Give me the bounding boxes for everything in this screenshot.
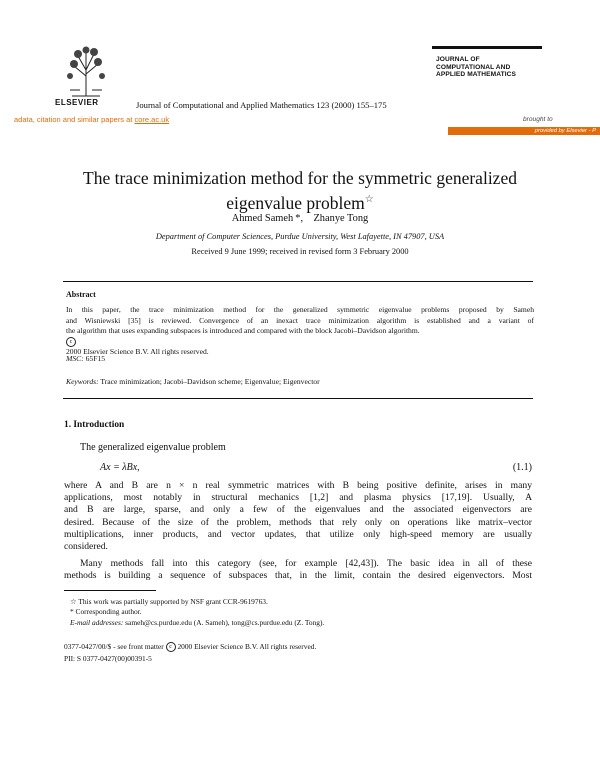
core-banner bbox=[0, 115, 600, 126]
journal-name-rule bbox=[432, 46, 542, 49]
elsevier-tree-logo bbox=[62, 46, 110, 98]
front-matter-line: 0377-0427/00/$ - see front matter c 2000 Elsevier Science B.V. All rights reserved. bbox=[64, 642, 317, 651]
intro-paragraph-1: where A and B are n × n real symmetric matrices with B being positive definite, arises in many applications, most notably in structural mechanics [1,2] and plasma physics [17,19]. Usually, A and B are large, sparse, and only a few of the eigenvalues and the associated eigenvectors are desired. Because of the size of the problem, methods that rely only on operations like matrix–vector multiplications, inner products, and vector updates, that utilize only high-speed memory are usually considered. bbox=[64, 480, 532, 553]
intro-lead: The generalized eigenvalue problem bbox=[80, 442, 226, 453]
footnote-email: E-mail addresses: sameh@cs.purdue.edu (A. Sameh), tong@cs.purdue.edu (Z. Tong). bbox=[70, 618, 325, 627]
keywords: Keywords: Trace minimization; Jacobi–Davidson scheme; Eigenvalue; Eigenvector bbox=[66, 377, 320, 386]
publisher-name: ELSEVIER bbox=[55, 98, 99, 107]
msc-classification: MSC: 65F15 bbox=[66, 354, 106, 363]
core-banner-text: adata, citation and similar papers at core.ac.uk bbox=[14, 115, 170, 124]
intro-paragraph-2: Many methods fall into this category (see, for example [42,43]). The basic idea in all of these methods is building a sequence of subspaces that, in the limit, contain the desired eigenvectors. Most bbox=[64, 558, 532, 582]
abstract-top-rule bbox=[63, 281, 533, 282]
footnote-rule bbox=[64, 590, 156, 591]
abstract-bottom-rule bbox=[63, 398, 533, 399]
pii-line: PII: S 0377-0427(00)00391-5 bbox=[64, 654, 152, 663]
journal-citation: Journal of Computational and Applied Mathematics 123 (2000) 155–175 bbox=[136, 100, 387, 110]
title-footnote-mark: ☆ bbox=[364, 194, 374, 205]
core-link[interactable]: core.ac.uk bbox=[134, 115, 170, 124]
footnote-corresponding: * Corresponding author. bbox=[70, 607, 142, 616]
section-heading-introduction: 1. Introduction bbox=[64, 420, 125, 430]
authors: Ahmed Sameh *, Zhanye Tong bbox=[231, 213, 369, 224]
journal-name: JOURNAL OF COMPUTATIONAL AND APPLIED MATHEMATICS bbox=[436, 56, 517, 79]
provided-by-badge[interactable]: provided by Elsevier - P bbox=[448, 127, 600, 135]
equation-1-1: Ax = λBx, bbox=[100, 462, 140, 473]
equation-number: (1.1) bbox=[512, 462, 532, 473]
abstract-heading: Abstract bbox=[66, 290, 96, 299]
brought-to-label: brought to bbox=[523, 116, 553, 123]
received-dates: Received 9 June 1999; received in revised form 3 February 2000 bbox=[191, 247, 409, 256]
footnote-funding: ☆ This work was partially supported by NSF grant CCR-9619763. bbox=[70, 597, 268, 606]
copyright-icon-footer: c bbox=[166, 642, 176, 652]
copyright-icon: c bbox=[66, 337, 76, 347]
abstract-text: In this paper, the trace minimization method for the generalized symmetric eigenvalue problems proposed by Sameh and Wisniewski [35] is reviewed. Convergence of an inexact trace minimization algorithm is established and a variant of the algorithm that uses expanding subspaces is introduced and compared with the block Jacobi–Davidson algorithm. c 2000 Elsevier Science B.V. All rights reserved. bbox=[66, 305, 534, 356]
article-title: The trace minimization method for the symmetric generalized eigenvalue problem☆ bbox=[83, 168, 517, 213]
affiliation: Department of Computer Sciences, Purdue University, West Lafayette, IN 47907, USA bbox=[155, 232, 445, 241]
